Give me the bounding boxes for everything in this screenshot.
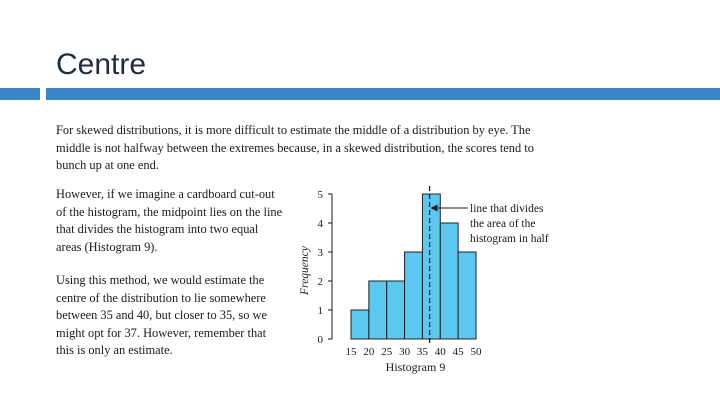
- accent-bar-right: [46, 88, 720, 100]
- histogram-bar-35-40: [422, 194, 440, 339]
- histogram-chart: [292, 182, 592, 382]
- y-ticks-layer: [318, 189, 333, 346]
- x-tick-label: 50: [470, 346, 482, 358]
- y-tick-label: 2: [317, 276, 323, 288]
- x-axis-label: Histogram 9: [385, 360, 446, 374]
- y-axis-label: Frequency: [299, 246, 311, 295]
- histogram-bar-20-25: [369, 281, 387, 339]
- histogram-bar-45-50: [458, 252, 476, 339]
- paragraph-skewed-intro: For skewed distributions, it is more difficult to estimate the middle of a distribution by eye. The middle is not halfway between the extremes because, in a skewed distribution, the scores tend to bunch up at one end.: [56, 123, 534, 173]
- x-tick-label: 25: [381, 346, 393, 358]
- annotation-text: [470, 203, 549, 245]
- x-tick-label: 45: [452, 346, 464, 358]
- x-tick-label: 30: [399, 346, 411, 358]
- x-tick-label: 40: [434, 346, 446, 358]
- x-ticks-layer: [346, 346, 483, 358]
- paragraph-estimate: Using this method, we would estimate the centre of the distribution to lie somewhere between 35 and 40, but closer to 35, so we might opt for 37. However, remember that this is only an estimate.: [56, 273, 267, 358]
- x-tick-label: 20: [363, 346, 375, 358]
- annotation-line: line that divides: [470, 203, 544, 215]
- y-tick-label: 4: [317, 218, 323, 230]
- histogram-bar-40-45: [440, 223, 458, 339]
- paragraph-cardboard-cutout: However, if we imagine a cardboard cut-out of the histogram, the midpoint lies on the line that divides the histogram into two equal areas (Histogram 9).: [56, 187, 283, 254]
- bars-layer: [351, 194, 476, 339]
- histogram-bar-30-35: [405, 252, 423, 339]
- annotation-line: the area of the: [470, 218, 536, 230]
- accent-bar-left: [0, 88, 40, 100]
- y-tick-label: 1: [317, 305, 323, 317]
- y-tick-label: 0: [317, 334, 323, 346]
- annotation-line: histogram in half: [470, 233, 549, 245]
- x-tick-label: 15: [345, 346, 357, 358]
- histogram-bar-25-30: [387, 281, 405, 339]
- y-tick-label: 3: [317, 247, 323, 259]
- x-tick-label: 35: [416, 346, 428, 358]
- histogram-bar-15-20: [351, 310, 369, 339]
- y-tick-label: 5: [317, 189, 323, 201]
- slide-title: Centre: [56, 48, 147, 81]
